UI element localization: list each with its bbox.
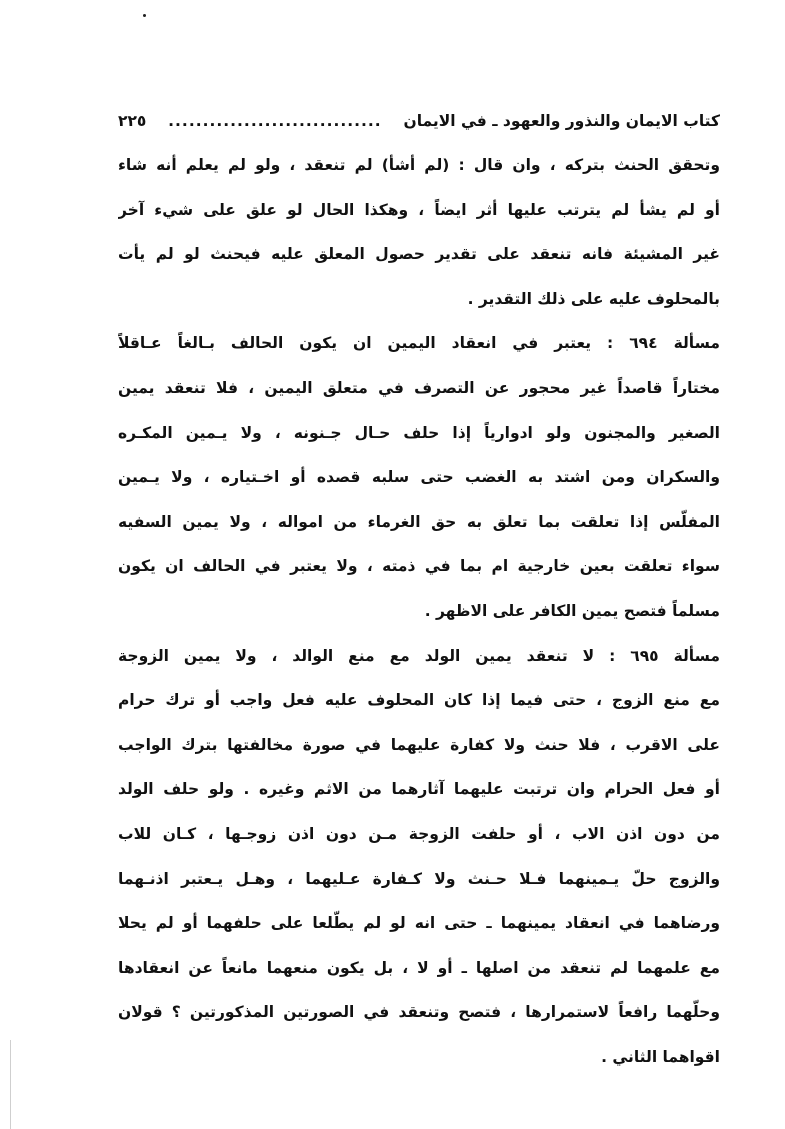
text-line: والزوج حلّ يـمينهما فـلا حـنث ولا كـفارة عـليهما ، وهـل يـعتبر اذنـهما bbox=[118, 869, 720, 888]
header-leader-dots: ............................... bbox=[168, 112, 382, 130]
text-line: الصغير والمجنون ولو ادوارياً إذا حلف حـال جـنونه ، ولا يـمين المكـره bbox=[118, 423, 720, 442]
text-line: اقواهما الثاني . bbox=[601, 1047, 720, 1066]
issue-694-first-line bbox=[118, 328, 720, 373]
text-line: وتحقق الحنث بتركه ، وان قال : (لم أشأ) لم تنعقد ، ولو لم يعلم أنه شاء bbox=[118, 156, 720, 174]
text-fragment: لا تنعقد يمين الولد مع منع الوالد ، ولا يمين الزوجة bbox=[118, 646, 595, 665]
page-number: ٢٢٥ bbox=[118, 112, 147, 130]
text-line: مع علمهما لم تنعقد من اصلها ـ أو لا ، بل يكون منعهما مانعاً عن انعقادها bbox=[118, 958, 720, 977]
text-line: والسكران ومن اشتد به الغضب حتى سلبه قصده أو اخـتياره ، ولا يـمين bbox=[118, 468, 720, 487]
issue-label: مسألة ٦٩٤ : bbox=[607, 334, 720, 353]
text-line: غير المشيئة فانه تنعقد على تقدير حصول المعلق عليه فيحنث لو لم يأت bbox=[118, 245, 720, 264]
issue-label: مسألة ٦٩٥ : bbox=[609, 646, 720, 665]
text-line: على الاقرب ، فلا حنث ولا كفارة عليهما في صورة مخالفتها بترك الواجب bbox=[118, 735, 720, 754]
scan-edge-line bbox=[10, 1040, 11, 1129]
text-line: مسلماً فتصح يمين الكافر على الاظهر . bbox=[424, 601, 720, 620]
text-line: أو لم يشأ لم يترتب عليها أثر ايضاً ، وهكذا الحال لو علق على شيء آخر bbox=[118, 200, 720, 219]
issue-695-first-line bbox=[118, 641, 720, 686]
text-line: من دون اذن الاب ، أو حلفت الزوجة مـن دون اذن زوجـها ، كـان للاب bbox=[118, 824, 720, 843]
header-title: كتاب الايمان والنذور والعهود ـ في الايمان bbox=[403, 112, 720, 130]
text-fragment: يعتبر في انعقاد اليمين ان يكون الحالف بـالغاً عـاقلاً bbox=[118, 334, 592, 353]
text-line: بالمحلوف عليه على ذلك التقدير . bbox=[467, 289, 720, 308]
text-line: سواء تعلقت بعين خارجية ام بما في ذمته ، ولا يعتبر في الحالف ان يكون bbox=[118, 557, 720, 576]
scan-speck bbox=[143, 14, 146, 17]
body-text bbox=[118, 150, 720, 1086]
text-line: مع منع الزوج ، حتى فيما إذا كان المحلوف عليه فعل واجب أو ترك حرام bbox=[118, 691, 720, 710]
running-header bbox=[118, 112, 720, 140]
text-line: ورضاهما في انعقاد يمينهما ـ حتى انه لو لم يطّلعا على حلفهما أو لم يحلا bbox=[118, 914, 720, 933]
text-line: المفلّس إذا تعلقت بما تعلق به حق الغرماء من امواله ، ولا يمين السفيه bbox=[118, 512, 720, 531]
text-line: وحلّهما رافعاً لاستمرارها ، فتصح وتنعقد في الصورتين المذكورتين ؟ قولان bbox=[118, 1003, 720, 1022]
text-line: مختاراً قاصداً غير محجور عن التصرف في متعلق اليمين ، فلا تنعقد يمين bbox=[118, 378, 720, 397]
text-line: أو فعل الحرام وان ترتبت عليهما آثارهما من الاثم وغيره . ولو حلف الولد bbox=[118, 780, 720, 799]
